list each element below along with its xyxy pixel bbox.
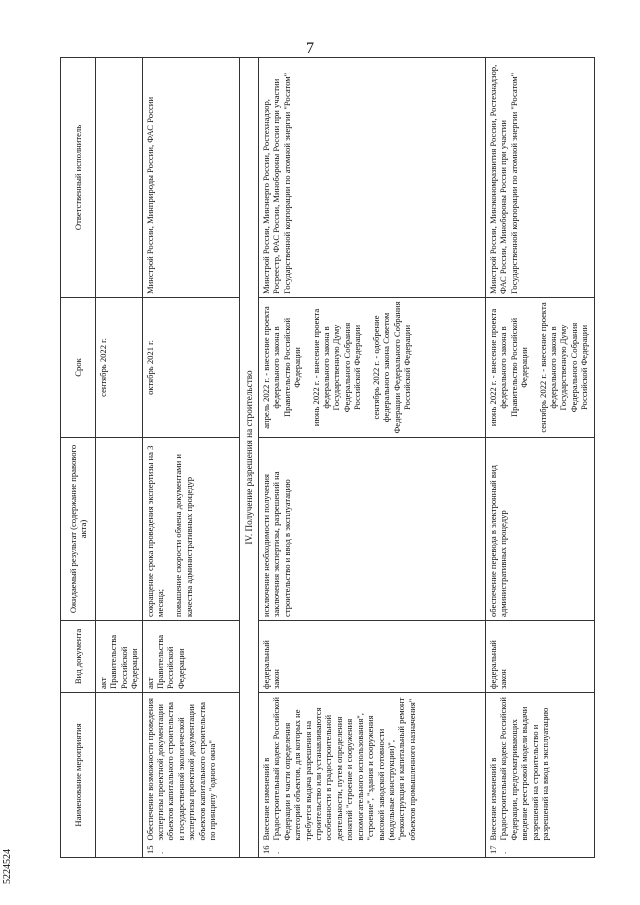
- rotated-table-container: [60, 58, 590, 858]
- row-term-part: апрель 2022 г. - внесение проекта федерального закона в Правительство Российской Федерации: [261, 306, 303, 429]
- row-executor: Минстрой России, Минэкономразвития России, Ростехнадзор, ФАС России, Минобороны России при участии Государственной корпорации по атомной энергии "Росатом": [486, 57, 595, 297]
- row-term-part: июнь 2022 г. - внесение проекта федерального закона в Правительство Российской Федерации: [488, 308, 530, 427]
- row-term-part: сентябрь 2022 г. - внесение проекта федерального закона в Государственную Думу Федерального Собрания Российской Федерации: [537, 302, 590, 433]
- row-number: 17.: [486, 844, 595, 858]
- row-number: 16.: [259, 844, 486, 858]
- pre-doc-type: акт Правительства Российской Федерации: [96, 620, 143, 692]
- row-executor: Минстрой России, Минэнерго России, Ростехнадзор, Росреестр, ФАС России, Минобороны России при участии Государственной корпорации по атомной энергии "Росатом": [259, 57, 486, 297]
- row-result: исключение необходимости получения заключения экспертизы, разрешений на строительство и ввод в эксплуатацию: [259, 437, 486, 620]
- row-number: 15.: [142, 844, 239, 858]
- section-title: IV. Получение разрешения на строительство: [239, 57, 258, 857]
- table-row-continued: [96, 57, 143, 857]
- row-term-part: июнь 2022 г. - внесение проекта федерального закона в Государственную Думу Федерального Собрания Российской Федерации: [310, 308, 363, 427]
- row-doc-type: акт Правительства Российской Федерации: [142, 620, 239, 692]
- header-doc-type: Вид документа: [61, 620, 96, 692]
- row-executor: Минстрой России, Минприроды России, ФАС России: [142, 57, 239, 297]
- document-code: 5224524: [2, 849, 13, 884]
- row-name: Обеспечение возможности проведения экспертизы проектной документации объектов капитального строительства и государственной экологической экспертизы проектной документации объектов капитального строительства по принципу "одного окна": [142, 692, 239, 843]
- header-result: Ожидаемый результат (содержание правового акта): [61, 437, 96, 620]
- row-result-part: повышение скорости обмена документами и качества административных процедур: [173, 454, 194, 617]
- row-term: [486, 297, 595, 437]
- row-name: Внесение изменений в Градостроительный кодекс Российской Федерации в части определения категорий объектов, для которых не требуется выдача разрешения на строительство или устанавливаются особенности в градостроительной деятельности, путем определения понятий "строение и сооружения вспомогательного использования", "строение", "здания и сооружения высокой заводской готовности (модульные конструкции)", "реконструкция и капитальный ремонт объектов промышленного назначения": [259, 692, 486, 843]
- page-number: 7: [306, 40, 314, 57]
- pre-term: сентябрь 2022 г.: [96, 297, 143, 437]
- header-term: Срок: [61, 297, 96, 437]
- row-result: обеспечение перевода в электронный вид административных процедур: [486, 437, 595, 620]
- table-row: [259, 57, 486, 857]
- table-row: [486, 57, 595, 857]
- row-term-part: сентябрь 2022 г. - одобрение федерального закона Советом Федерации Федерального Собрания Российской Федерации: [370, 301, 412, 434]
- row-term: октябрь 2021 г.: [142, 297, 239, 437]
- table-header-row: [61, 57, 96, 857]
- header-executor: Ответственный исполнитель: [61, 57, 96, 297]
- row-doc-type: федеральный закон: [259, 620, 486, 692]
- row-result-part: сокращение срока проведения экспертизы на 3 месяца;: [144, 445, 166, 617]
- measures-table: [60, 57, 595, 858]
- row-term: [259, 297, 486, 437]
- row-name: Внесение изменений в Градостроительный кодекс Российской Федерации, предусматривающих введение реестровой модели выдачи разрешений на строительство и разрешений на ввод в эксплуатацию: [486, 692, 595, 843]
- section-row: [239, 57, 258, 857]
- table-row: [142, 57, 239, 857]
- header-name: Наименование мероприятия: [61, 692, 96, 857]
- row-doc-type: федеральный закон: [486, 620, 595, 692]
- row-result: [142, 437, 239, 620]
